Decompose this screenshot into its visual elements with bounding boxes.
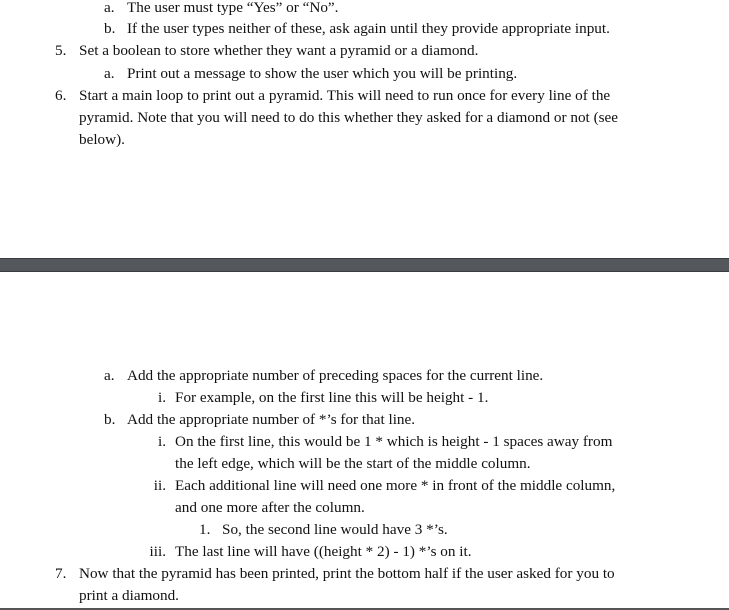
list-item-text-line: On the first line, this would be 1 * which is height - 1 spaces away from [175,433,613,450]
step-text-line: Now that the pyramid has been printed, print the bottom half if the user asked for you to [79,565,615,582]
list-marker: b. [104,20,116,37]
list-marker: iii. [149,543,166,560]
list-item-text-line: the left edge, which will be the start of the middle column. [175,455,531,472]
list-item-text: Print out a message to show the user which you will be printing. [127,65,518,82]
list-item-text: So, the second line would have 3 *’s. [222,521,448,538]
list-item-text: Add the appropriate number of preceding spaces for the current line. [127,367,544,384]
document-page-bottom [0,272,729,610]
list-item-text-line: Each additional line will need one more * in front of the middle column, [175,477,616,494]
step-text-line: below). [79,131,125,148]
list-marker: b. [104,411,116,428]
document-page-top [0,0,729,258]
list-marker: a. [104,367,115,384]
list-item-text: Add the appropriate number of *’s for that line. [127,411,416,428]
list-item-text-line: and one more after the column. [175,499,365,516]
step-text-line: pyramid. Note that you will need to do this whether they asked for a diamond or not (see [79,109,619,126]
list-marker: a. [104,65,115,82]
list-marker: ii. [153,477,166,494]
list-marker: 1. [199,521,211,538]
list-item-text: If the user types neither of these, ask again until they provide appropriate input. [127,20,610,37]
step-number: 5. [55,42,67,59]
step-text: Set a boolean to store whether they want a pyramid or a diamond. [79,42,479,59]
list-marker: a. [104,0,115,16]
step-number: 7. [55,565,67,582]
list-marker: i. [157,433,166,450]
list-item-text: The user must type “Yes” or “No”. [127,0,339,16]
step-text-line: print a diamond. [79,587,179,604]
list-marker: i. [157,389,166,406]
step-number: 6. [55,87,67,104]
list-item-text: The last line will have ((height * 2) - 1) *’s on it. [175,543,472,560]
list-item-text: For example, on the first line this will be height - 1. [175,389,489,406]
page-separator [0,258,729,272]
step-text-line: Start a main loop to print out a pyramid. This will need to run once for every line of the [79,87,611,104]
